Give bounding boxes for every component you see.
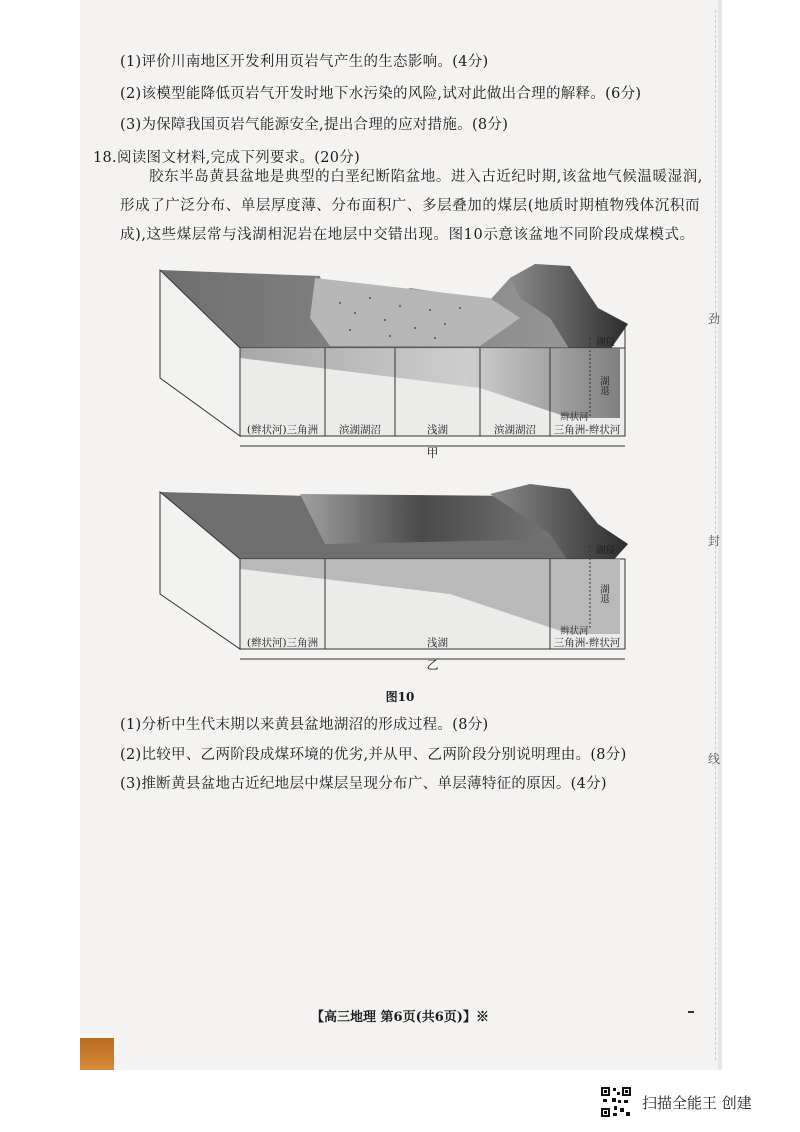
label-regression: 湖退: [598, 584, 609, 603]
zone-label-2: 滨湖湖沼: [339, 424, 381, 436]
label-braided-river: 辫状河: [560, 626, 589, 637]
scanner-label: 扫描全能王 创建: [642, 1093, 752, 1112]
prev-question-2: (2)该模型能降低页岩气开发时地下水污染的风险,试对此做出合理的解释。(6分): [120, 86, 642, 102]
zone-label-1: (辫状河)三角洲: [246, 637, 319, 649]
zone-label-1: (辫状河)三角洲: [246, 424, 319, 436]
binding-mark-1: 劲: [708, 312, 721, 326]
figure-yi: [150, 484, 640, 684]
label-regression: 湖退: [598, 376, 609, 395]
binding-mark-3: 线: [708, 752, 721, 766]
scanner-watermark: [600, 1084, 752, 1120]
zone-label-5: 三角洲-辫状河: [553, 424, 621, 436]
figure-caption: 图10: [385, 690, 415, 704]
scan-corner-strip: [80, 1038, 114, 1070]
marsh-area: [310, 278, 520, 346]
zone-label-4: 滨湖湖沼: [494, 424, 536, 436]
prev-question-3: (3)为保障我国页岩气能源安全,提出合理的应对措施。(8分): [120, 117, 509, 133]
zone-label-3: 浅湖: [427, 424, 448, 436]
figure-label-jia: 甲: [426, 446, 439, 460]
sub-question-1: (1)分析中生代末期以来黄县盆地湖沼的形成过程。(8分): [120, 717, 489, 733]
zone-label-2: 浅湖: [427, 637, 448, 649]
page-footer: 【高三地理 第6页(共6页)】※: [311, 1010, 489, 1025]
sub-question-3: (3)推断黄县盆地古近纪地层中煤层呈现分布广、单层薄特征的原因。(4分): [120, 776, 607, 792]
footer-dash: [688, 1011, 694, 1013]
label-transgression: 湖侵: [596, 337, 616, 348]
figure-jia: [150, 258, 640, 468]
qr-code-icon: [600, 1086, 632, 1118]
sub-question-2: (2)比较甲、乙两阶段成煤环境的优劣,并从甲、乙两阶段分别说明理由。(8分): [120, 747, 627, 763]
label-braided-river: 辫状河: [560, 412, 589, 423]
zone-label-3: 三角洲-辫状河: [553, 637, 621, 649]
binding-mark-2: 封: [708, 534, 721, 548]
figure-label-yi: 乙: [426, 658, 439, 672]
prev-question-1: (1)评价川南地区开发利用页岩气产生的生态影响。(4分): [120, 54, 489, 70]
question-18-material: 胶东半岛黄县盆地是典型的白垩纪断陷盆地。进入古近纪时期,该盆地气候温暖湿润,形成了广泛分布、单层厚度薄、分布面积广、多层叠加的煤层(地质时期植物残体沉积而成),这些煤层常与浅湖相泥岩在地层中交错出现。图10示意该盆地不同阶段成煤模式。: [120, 169, 704, 243]
label-transgression: 湖侵: [596, 545, 616, 556]
question-18-heading: 18.阅读图文材料,完成下列要求。(20分): [93, 150, 361, 166]
